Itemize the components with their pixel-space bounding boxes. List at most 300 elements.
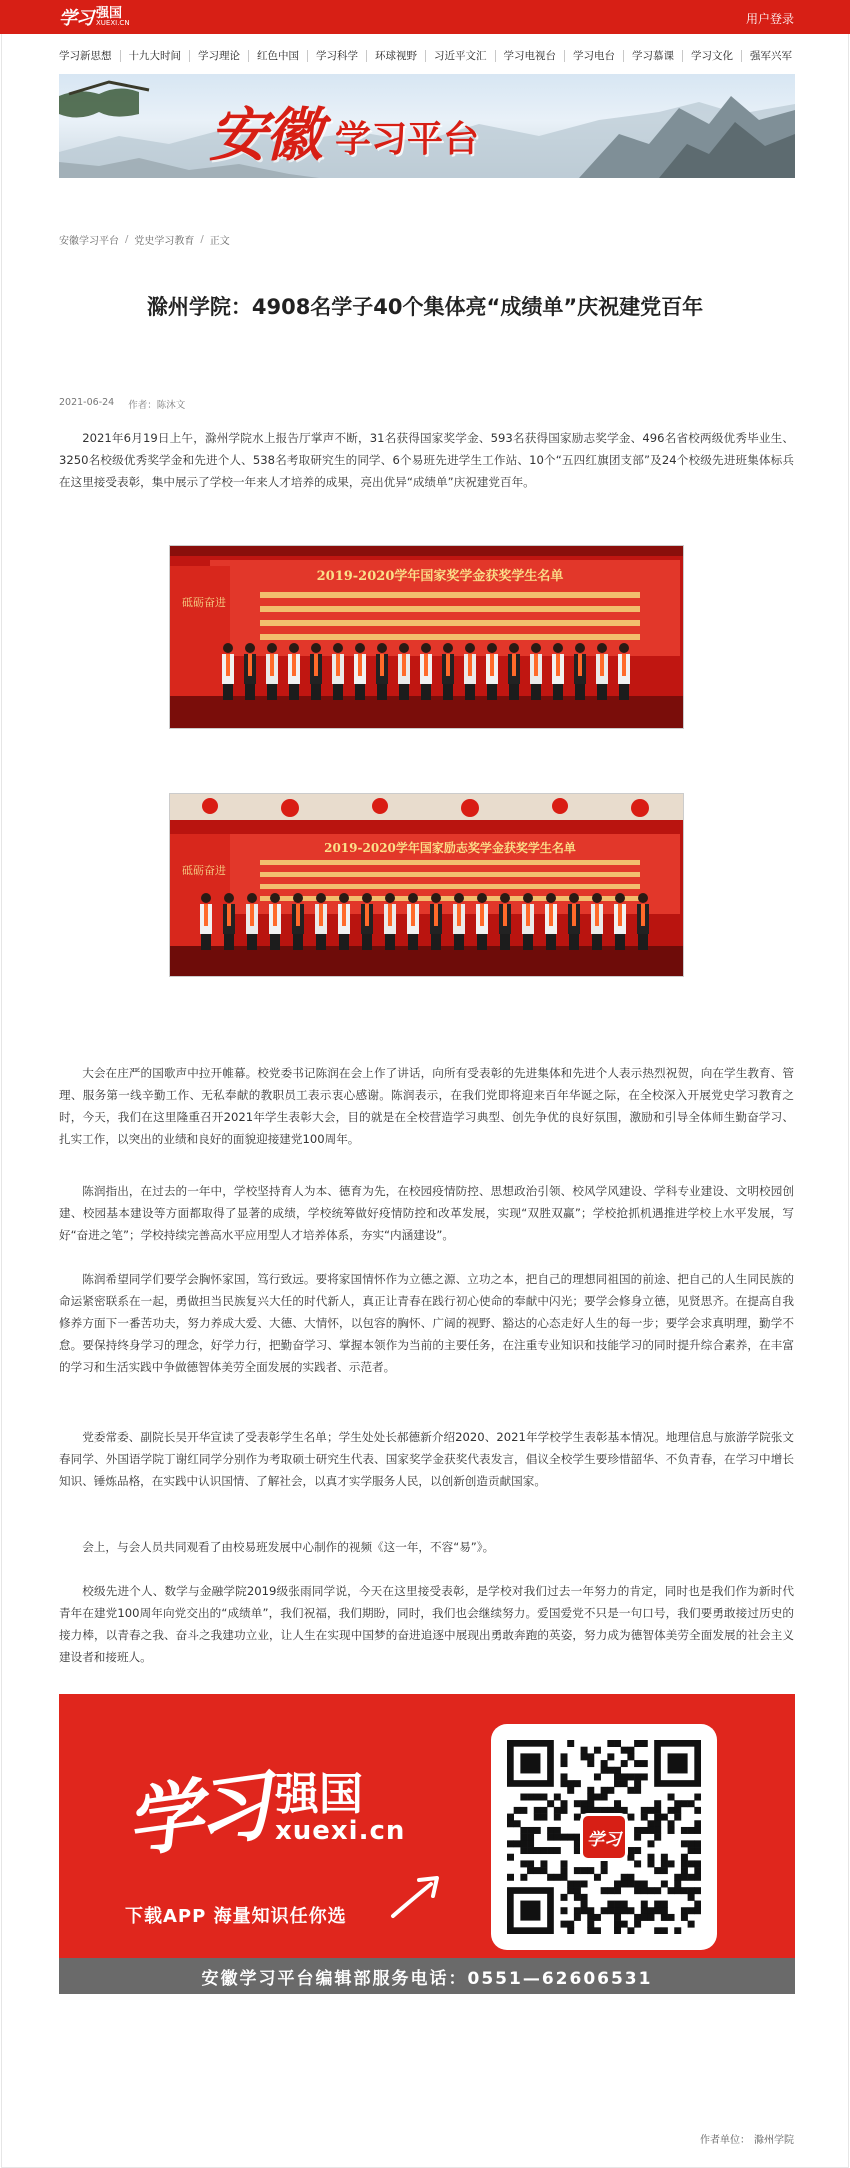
- qr-module: [647, 1840, 654, 1847]
- nav-item[interactable]: 学习新思想: [59, 50, 112, 62]
- qr-module: [627, 1927, 634, 1934]
- article-paragraph: 大会在庄严的国歌声中拉开帷幕。校党委书记陈润在会上作了讲话，向所有受表彰的先进集体和先进个人表示热烈祝贺，向在学生教育、管理、服务第一线辛勤工作、无私奉献的教职员工表示衷心感谢。陈润表示，在我们党即将迎来百年华诞之际，在全校深入开展党史学习教育之时，今天，我们在这里隆重召开2021年学生表彰大会，目的就是在全校营造学习典型、创先争优的良好氛围，激励和引导全体师生勤奋学习、扎实工作，以突出的业绩和良好的面貌迎接建党100周年。: [59, 1066, 794, 1146]
- person-sash: [457, 904, 461, 926]
- author-unit-value: 滁州学院: [754, 2135, 794, 2146]
- qr-module: [581, 1800, 588, 1807]
- qr-module: [594, 1927, 601, 1934]
- person-legs: [531, 684, 541, 700]
- person-head: [553, 643, 563, 653]
- qr-module: [554, 1834, 561, 1841]
- article-title: 滁州学院：4908名学子40个集体亮“成绩单”庆祝建党百年: [146, 295, 704, 319]
- qr-module: [654, 1907, 661, 1914]
- qr-module: [688, 1874, 695, 1881]
- qr-module: [607, 1787, 614, 1794]
- qr-module: [567, 1887, 574, 1894]
- person-legs: [569, 934, 579, 950]
- top-bar: [0, 0, 850, 34]
- photo-side-slogan: 砥砺奋进: [182, 864, 226, 877]
- qr-module: [561, 1773, 568, 1780]
- qr-module: [694, 1867, 701, 1874]
- person-sash: [365, 904, 369, 926]
- person-sash: [336, 654, 340, 676]
- nav-item[interactable]: 学习慕课: [623, 50, 682, 62]
- award-photo-2: [169, 793, 684, 977]
- person-head: [477, 893, 487, 903]
- person-legs: [377, 684, 387, 700]
- person-head: [289, 643, 299, 653]
- qr-module: [641, 1827, 648, 1834]
- qr-code[interactable]: [491, 1724, 717, 1950]
- qr-module: [641, 1773, 648, 1780]
- photo-side-slogan: 砥砺奋进: [182, 596, 226, 609]
- nav-item[interactable]: 学习科学: [307, 50, 366, 62]
- photo-board-title: 2019-2020学年国家奖学金获奖学生名单: [316, 569, 564, 584]
- qr-module: [668, 1820, 675, 1827]
- qr-module: [587, 1794, 594, 1801]
- qr-module: [587, 1787, 594, 1794]
- qr-module: [634, 1887, 641, 1894]
- person-legs: [224, 934, 234, 950]
- person-head: [638, 893, 648, 903]
- qr-module: [520, 1847, 527, 1854]
- person-legs: [443, 684, 453, 700]
- promo-cn: 强国: [275, 1768, 363, 1820]
- xuexi-logo[interactable]: [59, 5, 130, 29]
- qr-module: [627, 1847, 634, 1854]
- qr-module: [654, 1901, 661, 1908]
- qr-module: [614, 1780, 621, 1787]
- person-sash: [296, 904, 300, 926]
- nav-item[interactable]: 红色中国: [248, 50, 307, 62]
- qr-module: [681, 1800, 688, 1807]
- award-photo-1: [169, 545, 684, 729]
- nav-item[interactable]: 十九大时间: [120, 50, 190, 62]
- person-sash: [578, 654, 582, 676]
- qr-module: [614, 1921, 621, 1928]
- qr-module: [574, 1780, 581, 1787]
- author-unit-label: 作者单位：: [700, 2135, 750, 2146]
- qr-module: [654, 1827, 661, 1834]
- qr-module: [614, 1800, 621, 1807]
- qr-module: [587, 1907, 594, 1914]
- person-head: [362, 893, 372, 903]
- qr-module: [634, 1787, 641, 1794]
- person-head: [465, 643, 475, 653]
- qr-module: [634, 1773, 641, 1780]
- qr-module: [547, 1800, 554, 1807]
- qr-module: [668, 1887, 675, 1894]
- person-head: [431, 893, 441, 903]
- qr-module: [661, 1854, 668, 1861]
- breadcrumb-item[interactable]: 党史学习教育: [134, 236, 195, 247]
- qr-module: [574, 1887, 581, 1894]
- person-legs: [245, 684, 255, 700]
- person-sash: [490, 654, 494, 676]
- qr-module: [681, 1827, 688, 1834]
- qr-module: [514, 1807, 521, 1814]
- qr-module: [647, 1807, 654, 1814]
- xuexi-app-promo[interactable]: [59, 1694, 795, 1958]
- qr-module: [547, 1834, 554, 1841]
- qr-module: [561, 1807, 568, 1814]
- qr-module: [507, 1814, 514, 1821]
- qr-module: [561, 1753, 568, 1760]
- person-sash: [526, 904, 530, 926]
- qr-module: [641, 1814, 648, 1821]
- qr-module: [574, 1800, 581, 1807]
- service-phone-bar: 安徽学习平台编辑部服务电话：0551—62606531: [59, 1958, 795, 1994]
- qr-module: [594, 1747, 601, 1754]
- person-legs: [500, 934, 510, 950]
- article-paragraph: 党委常委、副院长吴开华宣读了受表彰学生名单；学生处处长郝德新介绍2020、2021年学校学生表彰基本情况。地理信息与旅游学院张文春同学、外国语学院丁谢红同学分别作为考取硕士研究生代表、国家奖学金获奖代表发言，倡议全校学生要珍惜韶华、不负青春，在学习中增长知识、锤炼品格，在实践中认识国情、了解社会，以真才实学服务人民，以创新创造贡献国家。: [59, 1430, 794, 1488]
- person-legs: [546, 934, 556, 950]
- person-head: [399, 643, 409, 653]
- qr-module: [688, 1860, 695, 1867]
- person-sash: [556, 654, 560, 676]
- person-legs: [454, 934, 464, 950]
- qr-module: [534, 1847, 541, 1854]
- person-legs: [293, 934, 303, 950]
- qr-module: [561, 1874, 568, 1881]
- person-sash: [319, 904, 323, 926]
- qr-module: [581, 1894, 588, 1901]
- qr-module: [527, 1867, 534, 1874]
- qr-module: [540, 1847, 547, 1854]
- person-legs: [431, 934, 441, 950]
- login-link[interactable]: 用户登录: [745, 12, 794, 26]
- person-head: [270, 893, 280, 903]
- qr-module: [661, 1860, 668, 1867]
- person-sash: [226, 654, 230, 676]
- qr-module: [601, 1794, 608, 1801]
- qr-module: [634, 1860, 641, 1867]
- qr-module: [668, 1914, 675, 1921]
- qr-module: [561, 1907, 568, 1914]
- person-head: [247, 893, 257, 903]
- person-legs: [270, 934, 280, 950]
- qr-module: [574, 1907, 581, 1914]
- qr-module: [567, 1921, 574, 1928]
- promo-script: 学习: [120, 1760, 272, 1869]
- qr-module: [661, 1867, 668, 1874]
- qr-module: [554, 1827, 561, 1834]
- qr-module: [661, 1880, 668, 1887]
- promo-brand: [120, 1754, 406, 1869]
- person-legs: [553, 684, 563, 700]
- qr-module: [641, 1807, 648, 1814]
- qr-module: [694, 1874, 701, 1881]
- qr-module: [654, 1820, 661, 1827]
- qr-module: [574, 1867, 581, 1874]
- qr-module: [647, 1860, 654, 1867]
- qr-module: [621, 1747, 628, 1754]
- qr-module: [694, 1827, 701, 1834]
- qr-module: [594, 1794, 601, 1801]
- qr-module: [540, 1814, 547, 1821]
- qr-module: [520, 1807, 527, 1814]
- person-sash: [358, 654, 362, 676]
- qr-module: [621, 1874, 628, 1881]
- qr-module: [661, 1814, 668, 1821]
- person-legs: [619, 684, 629, 700]
- qr-module: [674, 1874, 681, 1881]
- qr-module: [554, 1794, 561, 1801]
- qr-module: [647, 1907, 654, 1914]
- qr-module: [534, 1827, 541, 1834]
- nav-item[interactable]: 学习电视台: [495, 50, 565, 62]
- qr-module: [601, 1867, 608, 1874]
- person-legs: [487, 684, 497, 700]
- qr-module: [587, 1921, 594, 1928]
- qr-module: [688, 1894, 695, 1901]
- promo-download-text: 下载APP 海量知识任你选: [125, 1906, 347, 1927]
- qr-module: [594, 1773, 601, 1780]
- qr-module: [634, 1780, 641, 1787]
- qr-module: [587, 1914, 594, 1921]
- qr-module: [674, 1880, 681, 1887]
- qr-module: [688, 1827, 695, 1834]
- qr-module: [567, 1780, 574, 1787]
- article-paragraph: 2021年6月19日上午，滁州学院水上报告厅掌声不断，31名获得国家奖学金、593名获得国家励志奖学金、496名省校两级优秀毕业生、3250名校级优秀奖学金和先进个人、538名考取研究生的同学、6个易班先进学生工作站、10个“五四红旗团支部”及24个校级先进班集体标兵在这里接受表彰，集中展示了学校一年来人才培养的成果，亮出优异“成绩单”庆祝建党百年。: [59, 431, 794, 489]
- person-sash: [595, 904, 599, 926]
- person-sash: [600, 654, 604, 676]
- person-sash: [549, 904, 553, 926]
- person-sash: [446, 654, 450, 676]
- qr-module: [601, 1887, 608, 1894]
- person-sash: [388, 904, 392, 926]
- qr-module: [520, 1860, 527, 1867]
- qr-module: [674, 1807, 681, 1814]
- person-head: [569, 893, 579, 903]
- qr-module: [520, 1834, 527, 1841]
- channel-nav: [59, 46, 795, 66]
- person-head: [223, 643, 233, 653]
- qr-module: [614, 1907, 621, 1914]
- qr-module: [694, 1840, 701, 1847]
- qr-module: [527, 1827, 534, 1834]
- person-legs: [355, 684, 365, 700]
- qr-module: [627, 1747, 634, 1754]
- qr-module: [594, 1874, 601, 1881]
- qr-module: [641, 1901, 648, 1908]
- qr-module: [681, 1867, 688, 1874]
- article-meta: [59, 397, 185, 411]
- qr-module: [668, 1807, 675, 1814]
- qr-module: [607, 1767, 614, 1774]
- person-sash: [250, 904, 254, 926]
- qr-module: [621, 1773, 628, 1780]
- qr-module: [507, 1820, 514, 1827]
- person-head: [575, 643, 585, 653]
- qr-module: [534, 1807, 541, 1814]
- qr-module: [540, 1867, 547, 1874]
- qr-module: [554, 1814, 561, 1821]
- person-head: [443, 643, 453, 653]
- qr-module: [688, 1840, 695, 1847]
- qr-module: [694, 1820, 701, 1827]
- banner-title-small: 学习平台: [335, 119, 480, 160]
- qr-module: [688, 1907, 695, 1914]
- qr-module: [627, 1854, 634, 1861]
- qr-module: [654, 1807, 661, 1814]
- qr-module: [554, 1807, 561, 1814]
- qr-module: [574, 1914, 581, 1921]
- anhui-banner: [59, 74, 795, 178]
- qr-module: [561, 1834, 568, 1841]
- qr-module: [694, 1847, 701, 1854]
- person-sash: [480, 904, 484, 926]
- qr-module: [668, 1794, 675, 1801]
- logo-en: XUEXI.CN: [96, 19, 130, 27]
- person-head: [224, 893, 234, 903]
- qr-logo: 学习: [580, 1813, 628, 1861]
- qr-module: [621, 1780, 628, 1787]
- qr-module: [607, 1887, 614, 1894]
- qr-module: [634, 1880, 641, 1887]
- qr-module: [681, 1874, 688, 1881]
- person-head: [546, 893, 556, 903]
- qr-module: [674, 1800, 681, 1807]
- qr-module: [647, 1887, 654, 1894]
- qr-module: [581, 1867, 588, 1874]
- nav-item[interactable]: 学习文化: [682, 50, 741, 62]
- qr-module: [694, 1807, 701, 1814]
- person-sash: [434, 904, 438, 926]
- qr-module: [607, 1753, 614, 1760]
- qr-module: [694, 1887, 701, 1894]
- person-sash: [273, 904, 277, 926]
- person-head: [311, 643, 321, 653]
- qr-module: [601, 1760, 608, 1767]
- breadcrumb-item[interactable]: 安徽学习平台: [59, 236, 119, 247]
- qr-module: [621, 1907, 628, 1914]
- qr-module: [614, 1773, 621, 1780]
- qr-module: [634, 1760, 641, 1767]
- qr-module: [614, 1887, 621, 1894]
- person-head: [454, 893, 464, 903]
- person-legs: [385, 934, 395, 950]
- breadcrumb: [59, 232, 230, 247]
- qr-module: [507, 1840, 514, 1847]
- qr-module: [587, 1927, 594, 1934]
- qr-module: [634, 1827, 641, 1834]
- qr-module: [561, 1800, 568, 1807]
- qr-module: [661, 1907, 668, 1914]
- nav-item[interactable]: 学习理论: [189, 50, 248, 62]
- person-legs: [421, 684, 431, 700]
- qr-module: [688, 1887, 695, 1894]
- qr-module: [621, 1880, 628, 1887]
- person-sash: [468, 654, 472, 676]
- qr-module: [641, 1740, 648, 1747]
- qr-module: [654, 1800, 661, 1807]
- qr-module: [647, 1854, 654, 1861]
- photo-board-title: 2019-2020学年国家励志奖学金获奖学生名单: [324, 841, 576, 855]
- qr-module: [607, 1740, 614, 1747]
- qr-module: [641, 1914, 648, 1921]
- qr-module: [587, 1867, 594, 1874]
- qr-module: [581, 1901, 588, 1908]
- qr-module: [621, 1760, 628, 1767]
- qr-module: [694, 1794, 701, 1801]
- qr-module: [681, 1860, 688, 1867]
- person-legs: [201, 934, 211, 950]
- person-sash: [512, 654, 516, 676]
- qr-module: [634, 1834, 641, 1841]
- person-head: [615, 893, 625, 903]
- qr-module: [534, 1814, 541, 1821]
- nav-item[interactable]: 环球视野: [366, 50, 425, 62]
- qr-finder-block: [668, 1753, 688, 1773]
- qr-module: [668, 1860, 675, 1867]
- person-head: [377, 643, 387, 653]
- person-sash: [292, 654, 296, 676]
- nav-item[interactable]: 强军兴军: [741, 50, 800, 62]
- author-unit: [700, 2131, 794, 2146]
- qr-module: [561, 1780, 568, 1787]
- person-head: [531, 643, 541, 653]
- person-sash: [411, 904, 415, 926]
- pointing-arrow-icon: [389, 1872, 449, 1922]
- qr-module: [634, 1740, 641, 1747]
- qr-module: [614, 1880, 621, 1887]
- banner-title-big: 安徽: [209, 101, 322, 169]
- person-sash: [424, 654, 428, 676]
- person-head: [597, 643, 607, 653]
- qr-module: [694, 1860, 701, 1867]
- qr-module: [621, 1921, 628, 1928]
- qr-module: [534, 1867, 541, 1874]
- person-head: [421, 643, 431, 653]
- qr-module: [647, 1827, 654, 1834]
- nav-item[interactable]: 学习电台: [564, 50, 623, 62]
- qr-module: [627, 1907, 634, 1914]
- qr-module: [681, 1840, 688, 1847]
- person-legs: [597, 684, 607, 700]
- person-head: [592, 893, 602, 903]
- article-paragraph: 陈润指出，在过去的一年中，学校坚持育人为本、德育为先，在校园疫情防控、思想政治引领、校风学风建设、学科专业建设、文明校园创建、校园基本建设等方面都取得了显著的成绩，学校统筹做好疫情防控和改革发展，实现“双胜双赢”；学校抢抓机遇推进学校上水平发展，写好“奋进之笔”；学校持续完善高水平应用型人才培养体系，夯实“内涵建设”。: [59, 1184, 794, 1242]
- qr-module: [527, 1840, 534, 1847]
- qr-module: [627, 1787, 634, 1794]
- person-sash: [248, 654, 252, 676]
- qr-module: [587, 1753, 594, 1760]
- qr-module: [641, 1887, 648, 1894]
- person-legs: [267, 684, 277, 700]
- qr-module: [614, 1767, 621, 1774]
- logo-cn: 强国: [96, 6, 123, 21]
- person-legs: [399, 684, 409, 700]
- qr-module: [654, 1814, 661, 1821]
- qr-module: [547, 1827, 554, 1834]
- qr-module: [614, 1901, 621, 1908]
- qr-module: [654, 1834, 661, 1841]
- qr-module: [688, 1800, 695, 1807]
- qr-module: [547, 1874, 554, 1881]
- qr-module: [520, 1827, 527, 1834]
- qr-module: [587, 1800, 594, 1807]
- person-legs: [523, 934, 533, 950]
- qr-module: [647, 1820, 654, 1827]
- qr-finder-block: [520, 1753, 540, 1773]
- person-legs: [465, 684, 475, 700]
- person-legs: [638, 934, 648, 950]
- qr-module: [561, 1860, 568, 1867]
- qr-module: [527, 1794, 534, 1801]
- promo-en: xuexi.cn: [275, 1815, 406, 1846]
- nav-item[interactable]: 习近平文汇: [425, 50, 495, 62]
- person-legs: [316, 934, 326, 950]
- qr-module: [554, 1847, 561, 1854]
